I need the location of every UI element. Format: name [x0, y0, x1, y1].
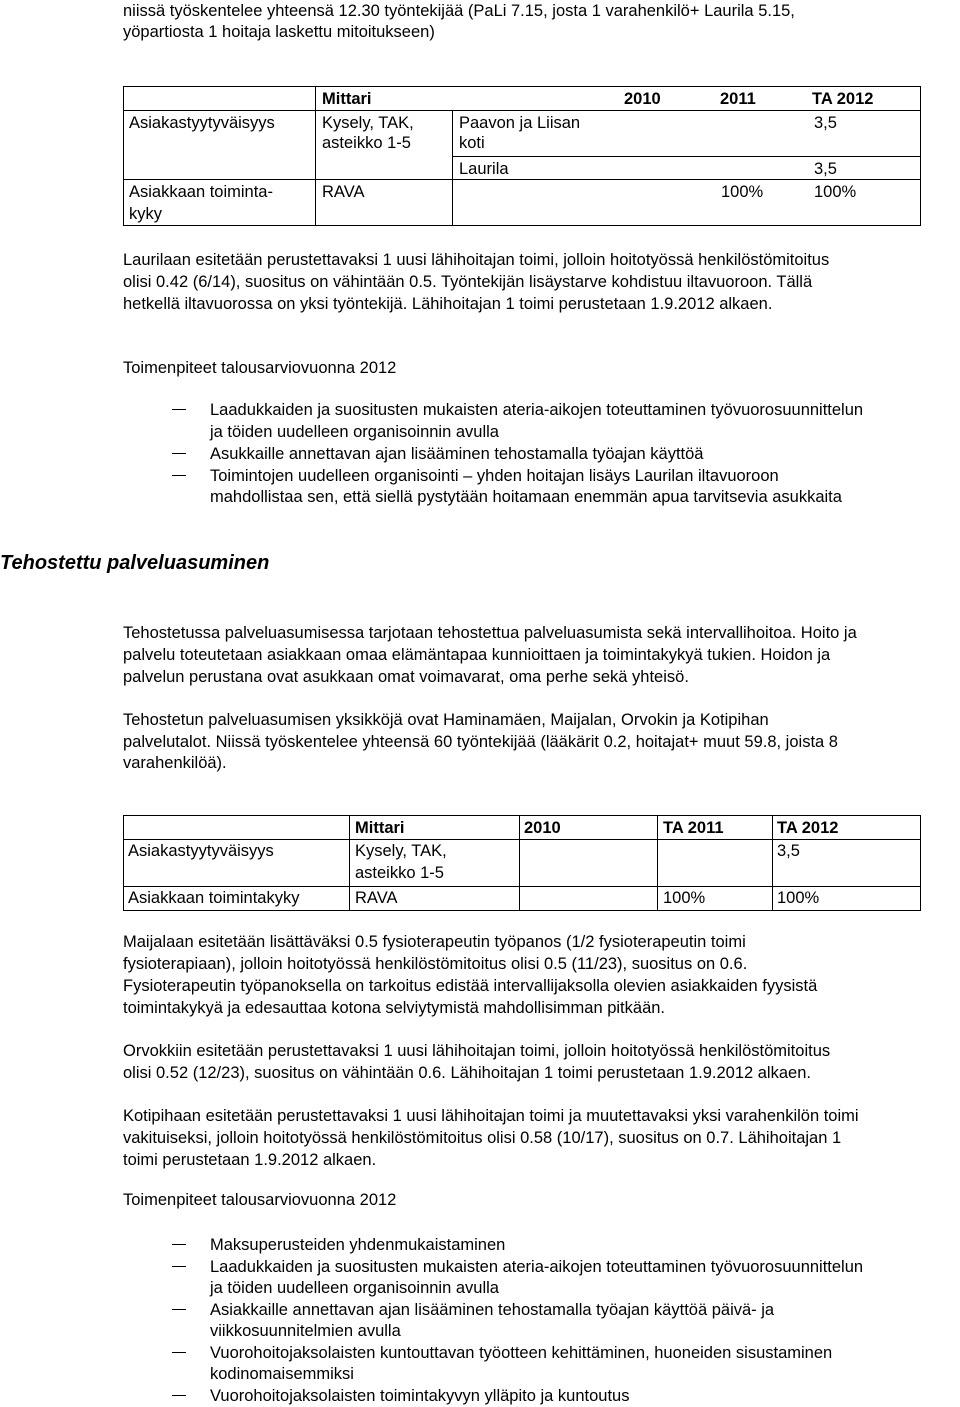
table1-value: 100% [721, 183, 764, 201]
measure-item: Laadukkaiden ja suositusten mukaisten ateria-aikojen toteuttaminen työvuorosuunnittelun [210, 1258, 864, 1276]
paragraph-line: hetkellä iltavuorossa on yksi työntekijä. Lähihoitajan 1 toimi perustetaan 1.9.2012 alkaen. [123, 295, 773, 313]
table1-value: 100% [814, 183, 857, 201]
measure-item: viikkosuunnitelmien avulla [210, 1322, 401, 1340]
intro-line: niissä työskentelee yhteensä 12.30 työntekijää (PaLi 7.15, josta 1 varahenkilö+ Laurila 5.15, [123, 2, 795, 20]
measure-item: ja töiden uudelleen organisoinnin avulla [210, 1279, 499, 1297]
measure-item: kodinomaisemmiksi [210, 1365, 354, 1383]
table2-row-label: Asiakkaan toimintakyky [128, 889, 300, 907]
table2-value: 100% [663, 889, 706, 907]
indicator-table-2 [123, 815, 921, 911]
paragraph-line: Orvokkiin esitetään perustettavaksi 1 uusi lähihoitajan toimi, jolloin hoitotyössä henkilöstömitoitus [123, 1042, 831, 1060]
measure-item: ja töiden uudelleen organisoinnin avulla [210, 423, 499, 441]
table2-header-2010: 2010 [524, 819, 561, 837]
paragraph-line: Tehostetussa palveluasumisessa tarjotaan tehostettua palveluasumista sekä intervallihoitoa. Hoito ja [123, 624, 857, 642]
table1-row-label: Asiakkaan toiminta- [129, 183, 273, 201]
dash-bullet [172, 409, 186, 410]
table2-value: 100% [777, 889, 820, 907]
intro-line: yöpartiosta 1 hoitaja laskettu mitoitukseen) [123, 23, 435, 41]
table2-mittari: asteikko 1-5 [355, 864, 444, 882]
dash-bullet [172, 1309, 186, 1310]
table1-header-mittari: Mittari [322, 90, 372, 108]
table1-place: Paavon ja Liisan [459, 114, 581, 132]
paragraph-line: toimi perustetaan 1.9.2012 alkaen. [123, 1151, 377, 1169]
table2-value: 3,5 [777, 842, 800, 860]
table2-mittari: Kysely, TAK, [355, 842, 447, 860]
table2-header-ta2011: TA 2011 [663, 819, 724, 837]
table1-value: 3,5 [814, 160, 837, 178]
paragraph-line: toimintakykyä ja edesauttaa kotona selviytymistä mahdollisimman pitkään. [123, 999, 666, 1017]
table2-header-mittari: Mittari [355, 819, 405, 837]
dash-bullet [172, 1266, 186, 1267]
table2-mittari: RAVA [355, 889, 398, 907]
table2-header-ta2012: TA 2012 [777, 819, 839, 837]
measures-title: Toimenpiteet talousarviovuonna 2012 [123, 359, 397, 377]
paragraph-line: olisi 0.52 (12/23), suositus on vähintään 0.6. Lähihoitajan 1 toimi perustetaan 1.9.2012 alkaen. [123, 1064, 811, 1082]
dash-bullet [172, 1352, 186, 1353]
table1-mittari: asteikko 1-5 [322, 134, 411, 152]
table1-header-ta2012: TA 2012 [812, 90, 874, 108]
table1-header-2011: 2011 [720, 90, 756, 108]
paragraph-line: vakituiseksi, jolloin hoitotyössä henkilöstömitoitus olisi 0.58 (10/17), suositus on 0.7. Lähihoitajan 1 [123, 1129, 842, 1147]
paragraph-line: palvelutalot. Niissä työskentelee yhteensä 60 työntekijää (lääkärit 0.2, hoitajat+ muut 59.8, joista 8 [123, 733, 838, 751]
paragraph-line: Maijalaan esitetään lisättäväksi 0.5 fysioterapeutin työpanos (1/2 fysioterapeutin toimi [123, 933, 746, 951]
dash-bullet [172, 1244, 186, 1245]
paragraph-line: varahenkilöä). [123, 754, 227, 772]
table1-header-2010: 2010 [624, 90, 661, 108]
section-heading: Tehostettu palveluasuminen [0, 552, 270, 574]
paragraph-line: Kotipihaan esitetään perustettavaksi 1 uusi lähihoitajan toimi ja muutettavaksi yksi varahenkilön toimi [123, 1107, 859, 1125]
table1-value: 3,5 [814, 114, 837, 132]
measure-item: Vuorohoitojaksolaisten toimintakyvyn ylläpito ja kuntoutus [210, 1387, 630, 1405]
dash-bullet [172, 453, 186, 454]
measure-item: Toimintojen uudelleen organisointi – yhden hoitajan lisäys Laurilan iltavuoroon [210, 467, 779, 485]
measure-item: Maksuperusteiden yhdenmukaistaminen [210, 1236, 506, 1254]
dash-bullet [172, 475, 186, 476]
dash-bullet [172, 1395, 186, 1396]
paragraph-line: olisi 0.42 (6/14), suositus on vähintään 0.5. Työntekijän lisäystarve kohdistuu iltavuoroon. Tällä [123, 273, 813, 291]
table1-row-label: kyky [129, 205, 162, 223]
measure-item: Laadukkaiden ja suositusten mukaisten ateria-aikojen toteuttaminen työvuorosuunnittelun [210, 401, 864, 419]
paragraph-line: Laurilaan esitetään perustettavaksi 1 uusi lähihoitajan toimi, jolloin hoitotyössä henkilöstömitoitus [123, 251, 830, 269]
table1-mittari: RAVA [322, 183, 365, 201]
measure-item: Vuorohoitojaksolaisten kuntouttavan työotteen kehittäminen, huoneiden sisustaminen [210, 1344, 833, 1362]
measure-item: Asiakkaille annettavan ajan lisääminen tehostamalla työajan käyttöä päivä- ja [210, 1301, 775, 1319]
paragraph-line: Fysioterapeutin työpanoksella on tarkoitus edistää intervallijaksolla olevien asiakkaiden fyysistä [123, 977, 818, 995]
paragraph-line: fysioterapiaan), jolloin hoitotyössä henkilöstömitoitus olisi 0.5 (11/23), suositus on 0.6. [123, 955, 748, 973]
indicator-table-1 [123, 86, 921, 226]
table1-place: koti [459, 134, 485, 152]
table1-row-label: Asiakastyytyväisyys [129, 114, 275, 132]
paragraph-line: palvelu toteutetaan asiakkaan omaa elämäntapaa kunnioittaen ja toimintakykyä tukien. Hoidon ja [123, 646, 831, 664]
paragraph-line: palvelun perustana ovat asukkaan omat voimavarat, oma perhe sekä yhteisö. [123, 668, 689, 686]
table1-place: Laurila [459, 160, 509, 178]
paragraph-line: Tehostetun palveluasumisen yksikköjä ovat Haminamäen, Maijalan, Orvokin ja Kotipihan [123, 711, 769, 729]
table2-row-label: Asiakastyytyväisyys [128, 842, 274, 860]
measures-title: Toimenpiteet talousarviovuonna 2012 [123, 1191, 397, 1209]
measure-item: mahdollistaa sen, että siellä pystytään hoitamaan enemmän apua tarvitsevia asukkaita [210, 488, 842, 506]
table1-mittari: Kysely, TAK, [322, 114, 414, 132]
measure-item: Asukkaille annettavan ajan lisääminen tehostamalla työajan käyttöä [210, 445, 704, 463]
